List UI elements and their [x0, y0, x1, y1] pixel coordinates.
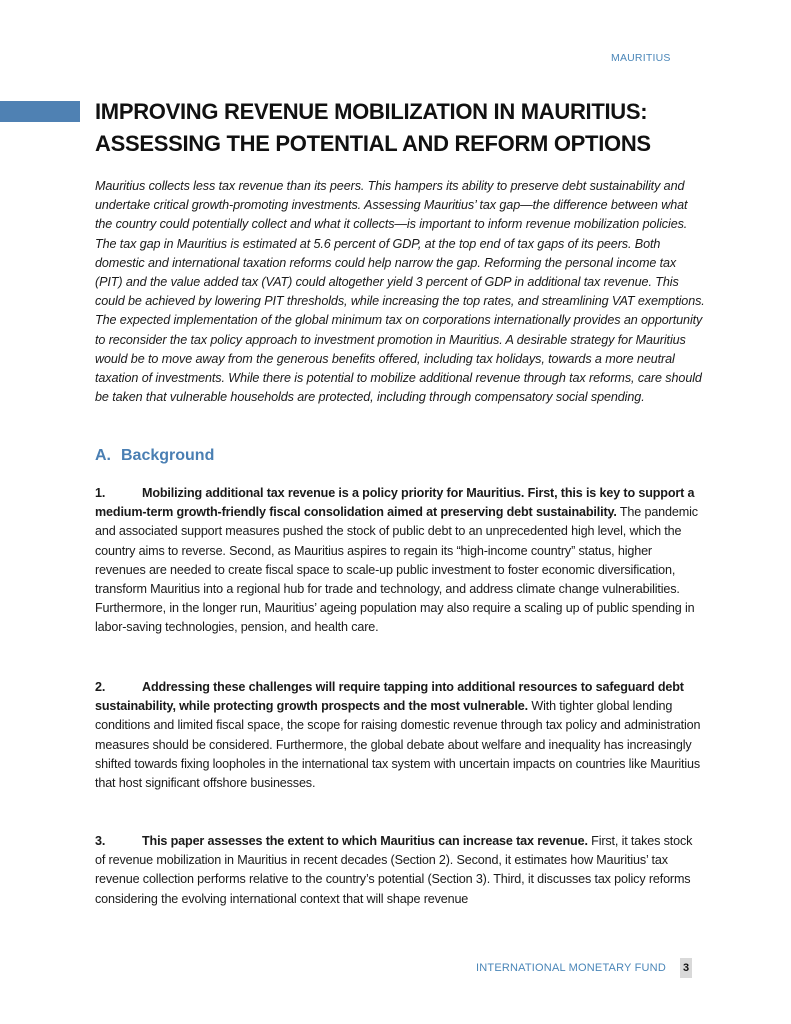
paragraph-number: 3.	[95, 834, 106, 848]
section-title: Background	[121, 447, 215, 464]
page-title	[95, 96, 735, 160]
running-head: MAURITIUS	[611, 52, 671, 64]
paragraph-body: First, it takes stock of revenue mobilization in Mauritius in recent decades (Section 2). Second, it estimates how Mauritius’ tax revenue collection performs relative to the country’s potential (Section 3). Third, it discusses tax policy reforms considering the evolving international context that will shape revenue	[95, 834, 693, 906]
paragraph-lead: This paper assesses the extent to which Mauritius can increase tax revenue.	[142, 834, 588, 848]
section-heading	[95, 447, 214, 465]
footer-organization: INTERNATIONAL MONETARY FUND	[476, 962, 666, 974]
paragraph-number: 2.	[95, 680, 106, 694]
page-number: 3	[680, 958, 692, 978]
paragraph-body: The pandemic and associated support measures pushed the stock of public debt to an unprecedented high level, which the country aims to reverse. Second, as Mauritius aspires to regain its “high-income country” status, higher revenues are needed to create fiscal space to scale-up public investment to foster economic diversification, transform Mauritius into a regional hub for trade and technology, and address climate change vulnerabilities. Furthermore, in the longer run, Mauritius’ ageing population may also require a scaling up of public spending in labor-saving technologies, pension, and health care.	[95, 505, 698, 635]
abstract: Mauritius collects less tax revenue than its peers. This hampers its ability to preserve debt sustainability and undertake critical growth-promoting investments. Assessing Mauritius’ tax gap—the difference between what the country could potentially collect and what it collects—is important to inform revenue mobilization policies. The tax gap in Mauritius is estimated at 5.6 percent of GDP, at the top end of tax gaps of its peers. Both domestic and international taxation reforms could help narrow the gap. Reforming the personal income tax (PIT) and the value added tax (VAT) could altogether yield 3 percent of GDP in additional tax revenue. This could be achieved by lowering PIT thresholds, while increasing the top rates, and streamlining VAT exemptions. The expected implementation of the global minimum tax on corporations internationally provides an opportunity to reconsider the tax policy approach to investment promotion in Mauritius. A desirable strategy for Mauritius would be to move away from the generous benefits offered, including tax holidays, towards a more neutral taxation of investments. While there is potential to mobilize additional revenue through tax reforms, care should be taken that vulnerable households are protected, including through compensatory social spending.	[95, 179, 705, 405]
title-line-1: IMPROVING REVENUE MOBILIZATION IN MAURITIUS:	[95, 99, 648, 124]
paragraph-3	[95, 832, 705, 909]
section-number: A.	[95, 447, 111, 464]
paragraph-1	[95, 484, 705, 638]
paragraph-2	[95, 678, 705, 793]
title-accent-bar	[0, 101, 80, 122]
paragraph-lead: Mobilizing additional tax revenue is a policy priority for Mauritius. First, this is key to support a medium-term growth-friendly fiscal consolidation aimed at preserving debt sustainability.	[95, 486, 695, 520]
paragraph-body: With tighter global lending conditions and limited fiscal space, the scope for raising domestic revenue through tax policy and administration measures should be considered. Furthermore, the global debate about welfare and inequality has increasingly shifted towards fixing loopholes in the international tax system with uncertain impacts on countries like Mauritius that host significant offshore businesses.	[95, 699, 701, 791]
paragraph-number: 1.	[95, 486, 106, 500]
title-line-2: ASSESSING THE POTENTIAL AND REFORM OPTIONS	[95, 131, 651, 156]
paragraph-lead: Addressing these challenges will require tapping into additional resources to safeguard debt sustainability, while protecting growth prospects and the most vulnerable.	[95, 680, 684, 714]
